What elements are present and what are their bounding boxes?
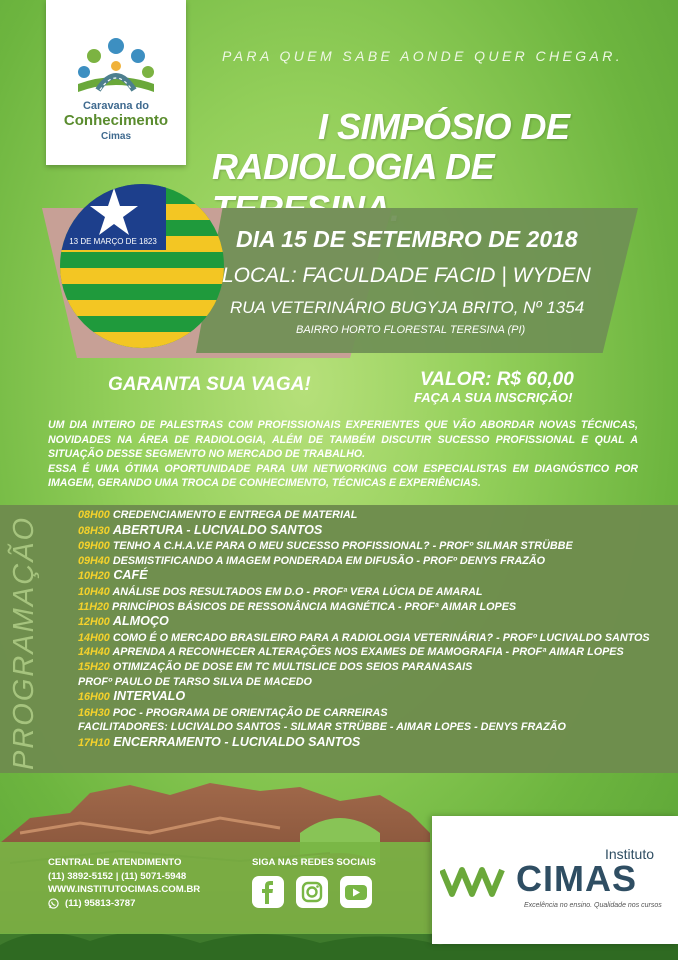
flag-date-text: 13 DE MARÇO DE 1823	[69, 237, 157, 246]
schedule-text: ANÁLISE DOS RESULTADOS EM D.O - PROFª VERA LÚCIA DE AMARAL	[112, 585, 483, 598]
schedule-row	[78, 585, 668, 600]
schedule-time: 10H40	[78, 585, 110, 598]
schedule-text: TENHO A C.H.A.V.E PARA O MEU SUCESSO PROFISSIONAL? - PROFº SILMAR STRÜBBE	[112, 540, 573, 553]
logo-text-line1: Caravana do	[82, 100, 150, 112]
schedule-time: 10H20	[78, 570, 110, 583]
program-vertical-label: PROGRAMAÇÃO	[8, 515, 40, 770]
schedule-row	[78, 539, 668, 554]
schedule-text: PROFº PAULO DE TARSO SILVA DE MACEDO	[78, 675, 312, 688]
signup-text: FAÇA A SUA INSCRIÇÃO!	[414, 390, 573, 405]
schedule-time: 11H20	[78, 600, 110, 613]
caravana-emblem-icon	[68, 32, 164, 100]
schedule-row	[78, 523, 668, 540]
schedule-time: 16H30	[78, 706, 110, 719]
schedule-row	[78, 706, 668, 721]
guarantee-spot-text: GARANTA SUA VAGA!	[108, 374, 311, 395]
schedule-row	[78, 645, 668, 660]
schedule-time: 09H00	[78, 540, 110, 553]
schedule-text: INTERVALO	[113, 689, 186, 704]
contact-title: CENTRAL DE ATENDIMENTO	[48, 857, 182, 868]
description-paragraph-2: ESSA É UMA ÓTIMA OPORTUNIDADE PARA UM NETWORKING COM ESPECIALISTAS EM DIAGNÓSTICO POR IMAGEM, GERANDO UMA TROCA DE CONHECIMENTO, TÉCNICAS E EXPERIÊNCIAS.	[48, 462, 638, 489]
schedule-row	[78, 660, 668, 675]
schedule-time: 12H00	[78, 616, 110, 629]
schedule-row	[78, 614, 668, 631]
schedule-row	[78, 689, 668, 706]
whatsapp-icon	[48, 898, 59, 909]
event-location: LOCAL: FACULDADE FACID | WYDEN	[222, 264, 591, 287]
cimas-slogan: Excelência no ensino. Qualidade nos cursos	[524, 902, 662, 909]
schedule-time: 08H30	[78, 524, 110, 537]
piaui-flag-icon	[60, 184, 224, 348]
schedule-time: 09H40	[78, 554, 110, 567]
contact-whatsapp	[48, 898, 135, 909]
schedule-row	[78, 600, 668, 615]
instituto-cimas-logo	[432, 816, 678, 944]
schedule-row	[78, 675, 668, 690]
event-address: RUA VETERINÁRIO BUGYJA BRITO, Nº 1354	[230, 298, 585, 317]
facebook-icon[interactable]	[252, 876, 284, 908]
cimas-name: CIMAS	[516, 858, 637, 899]
logo-text-line3: Cimas	[100, 131, 131, 142]
program-schedule-list	[78, 508, 668, 752]
schedule-text: ABERTURA - LUCIVALDO SANTOS	[112, 522, 323, 537]
schedule-text: ALMOÇO	[112, 614, 169, 629]
cimas-institute-label: Instituto	[604, 846, 654, 862]
schedule-text: APRENDA A RECONHECER ALTERAÇÕES NOS EXAMES DE MAMOGRAFIA - PROFª AIMAR LOPES	[112, 646, 624, 659]
schedule-time: 08H00	[78, 509, 110, 521]
schedule-time: 14H00	[78, 631, 110, 644]
schedule-text: POC - PROGRAMA DE ORIENTAÇÃO DE CARREIRAS	[112, 706, 388, 719]
youtube-icon[interactable]	[340, 876, 372, 908]
schedule-text: FACILITADORES: LUCIVALDO SANTOS - SILMAR STRÜBBE - AIMAR LOPES - DENYS FRAZÃO	[78, 721, 566, 734]
contact-website[interactable]: WWW.INSTITUTOCIMAS.COM.BR	[48, 884, 201, 895]
schedule-row	[78, 631, 668, 646]
tagline: PARA QUEM SABE AONDE QUER CHEGAR.	[222, 48, 624, 64]
schedule-text: DESMISTIFICANDO A IMAGEM PONDERADA EM DIFUSÃO - PROFº DENYS FRAZÃO	[112, 554, 546, 567]
price-text: VALOR: R$ 60,00	[420, 369, 574, 390]
schedule-row	[78, 568, 668, 585]
event-title-line1: I SIMPÓSIO DE	[318, 106, 570, 147]
schedule-time: 14H40	[78, 646, 110, 659]
event-date: DIA 15 DE SETEMBRO DE 2018	[236, 226, 578, 252]
schedule-text: OTIMIZAÇÃO DE DOSE EM TC MULTISLICE DOS SEIOS PARANASAIS	[112, 660, 473, 673]
schedule-text: ENCERRAMENTO - LUCIVALDO SANTOS	[113, 734, 361, 749]
schedule-row	[78, 735, 668, 752]
schedule-text: COMO É O MERCADO BRASILEIRO PARA A RADIOLOGIA VETERINÁRIA? - PROFº LUCIVALDO SANTOS	[112, 631, 650, 644]
schedule-text: PRINCÍPIOS BÁSICOS DE RESSONÂNCIA MAGNÉTICA - PROFª AIMAR LOPES	[112, 600, 517, 613]
instagram-icon[interactable]	[296, 876, 328, 908]
caravana-logo	[46, 0, 186, 165]
schedule-row	[78, 554, 668, 569]
schedule-time: 17H10	[78, 736, 110, 749]
schedule-row	[78, 720, 668, 735]
schedule-row	[78, 508, 668, 523]
event-description	[48, 418, 638, 491]
contact-phones: (11) 3892-5152 | (11) 5071-5948	[48, 871, 187, 882]
piaui-flag-emblem	[60, 184, 224, 348]
schedule-time: 15H20	[78, 660, 110, 673]
whatsapp-number: (11) 95813-3787	[65, 898, 136, 909]
social-title: SIGA NAS REDES SOCIAIS	[252, 857, 376, 868]
schedule-text: CREDENCIAMENTO E ENTREGA DE MATERIAL	[112, 509, 358, 521]
schedule-time: 16H00	[78, 691, 110, 704]
description-paragraph-1: UM DIA INTEIRO DE PALESTRAS COM PROFISSIONAIS EXPERIENTES QUE VÃO ABORDAR NOVAS TÉCNICAS, NOVIDADES NA ÁREA DE RADIOLOGIA, ALÉM DE TAMBÉM DISCUTIR SUCESSO PROFISSIONAL E QUAL A SITUAÇÃO DESSE SEGMENTO NO MERCADO DE TRABALHO.	[48, 419, 638, 460]
event-title-line2: RADIOLOGIA DE	[212, 146, 495, 187]
schedule-text: CAFÉ	[113, 568, 148, 583]
logo-text-line2: Conhecimento	[63, 112, 169, 129]
event-neighborhood: BAIRRO HORTO FLORESTAL TERESINA (PI)	[296, 324, 526, 336]
